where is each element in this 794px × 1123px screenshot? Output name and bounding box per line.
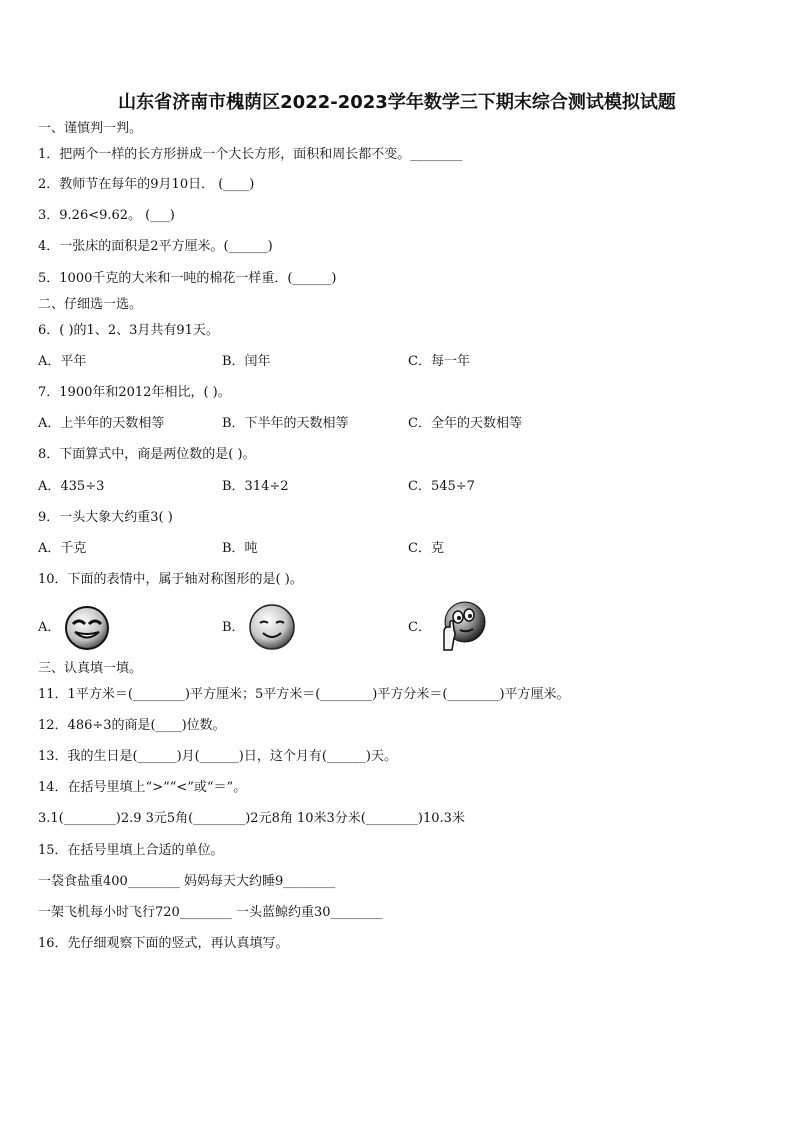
q9-option-c: C．克 — [408, 541, 444, 556]
q7-option-a: A．上半年的天数相等 — [38, 416, 165, 431]
question-2: 2．教师节在每年的9月10日． (____) — [38, 177, 255, 192]
question-9: 9．一头大象大约重3( ) — [38, 510, 173, 525]
question-13: 13．我的生日是(______)月(______)日，这个月有(______)天。 — [38, 749, 397, 764]
question-14: 14．在括号里填上“>”“<”或“＝”。 — [38, 780, 247, 795]
q8-option-b: B．314÷2 — [222, 479, 289, 494]
section-heading-judge: 一、谨慎判一判。 — [38, 121, 143, 136]
question-4: 4．一张床的面积是2平方厘米。(______) — [38, 239, 273, 254]
question-8: 8．下面算式中，商是两位数的是( )。 — [38, 447, 256, 462]
page-title: 山东省济南市槐荫区2022-2023学年数学三下期末综合测试模拟试题 — [118, 92, 676, 113]
q7-option-b: B．下半年的天数相等 — [222, 416, 349, 431]
q7-option-c: C．全年的天数相等 — [408, 416, 522, 431]
q9-option-b: B．吨 — [222, 541, 258, 556]
q6-option-a: A．平年 — [38, 354, 87, 369]
question-11: 11．1平方米＝(________)平方厘米；5平方米＝(________)平方分米＝(________)平方厘米。 — [38, 687, 570, 702]
question-14-items: 3.1(________)2.9 3元5角(________)2元8角 10米3分米(________)10.3米 — [38, 811, 465, 826]
question-1: 1．把两个一样的长方形拼成一个大长方形，面积和周长都不变。________ — [38, 147, 463, 162]
thinking-face-icon — [436, 600, 488, 652]
q6-option-b: B．闰年 — [222, 354, 271, 369]
question-6: 6．( )的1、2、3月共有91天。 — [38, 323, 219, 338]
q8-option-c: C．545÷7 — [408, 479, 475, 494]
q10-option-b: B． — [222, 620, 245, 635]
question-7: 7．1900年和2012年相比，( )。 — [38, 385, 231, 400]
question-10: 10．下面的表情中，属于轴对称图形的是( )。 — [38, 572, 303, 587]
q9-option-a: A．千克 — [38, 541, 87, 556]
question-12: 12．486÷3的商是(____)位数。 — [38, 718, 226, 733]
smiling-face-icon — [248, 603, 296, 651]
question-15-line-2: 一架飞机每小时飞行720________ 一头蓝鲸约重30________ — [38, 905, 383, 920]
question-5: 5．1000千克的大米和一吨的棉花一样重．(______) — [38, 271, 337, 286]
grinning-face-icon — [64, 605, 110, 651]
section-heading-choose: 二、仔细选一选。 — [38, 297, 143, 312]
question-15-line-1: 一袋食盐重400________ 妈妈每天大约睡9________ — [38, 874, 336, 889]
question-3: 3．9.26<9.62。 (___) — [38, 208, 175, 223]
q8-option-a: A．435÷3 — [38, 479, 105, 494]
q6-option-c: C．每一年 — [408, 354, 470, 369]
question-15: 15．在括号里填上合适的单位。 — [38, 843, 224, 858]
section-heading-fill: 三、认真填一填。 — [38, 661, 143, 676]
q10-option-a: A． — [38, 620, 61, 635]
question-16: 16．先仔细观察下面的竖式，再认真填写。 — [38, 936, 289, 951]
q10-option-c: C． — [408, 620, 431, 635]
